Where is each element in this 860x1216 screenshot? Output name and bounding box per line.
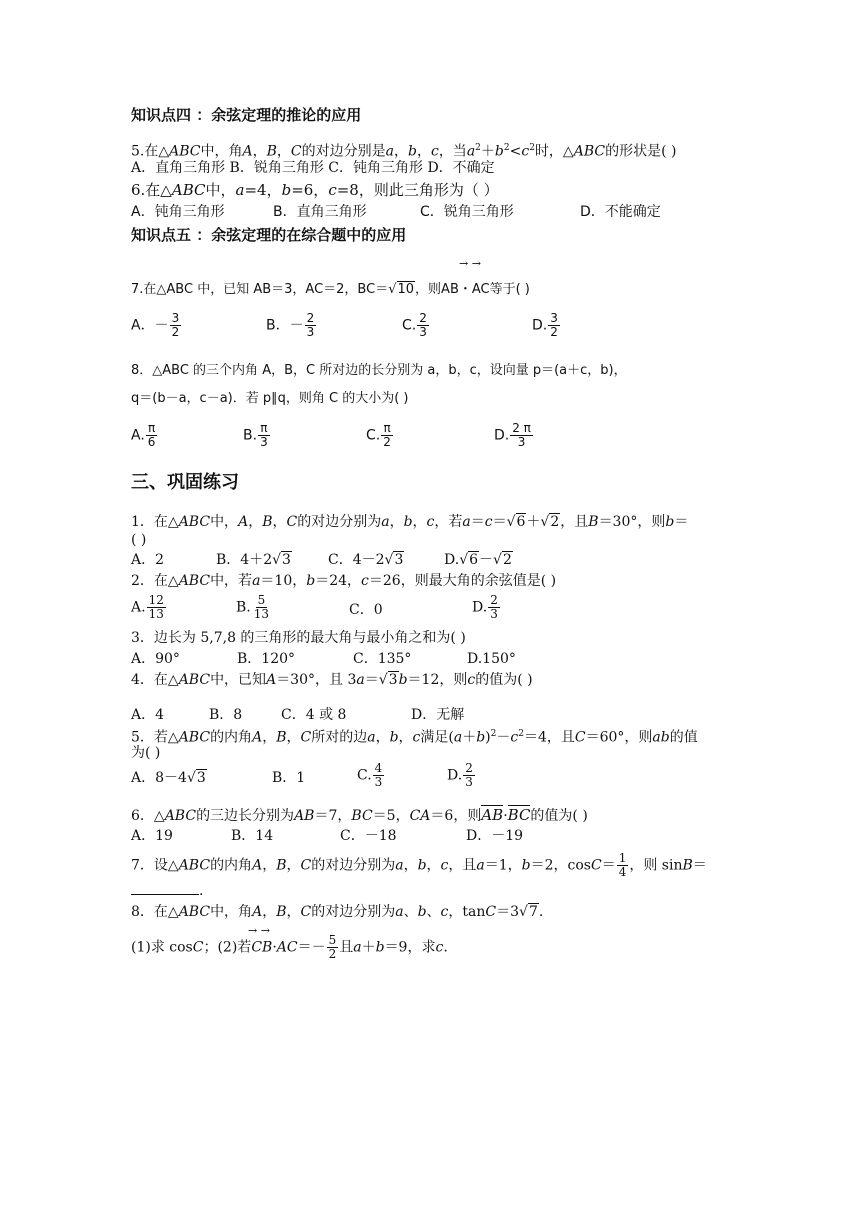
practice-2-option-a: A. $\frac{12}{13}$: [131, 593, 164, 621]
practice-1-paren: ( ): [131, 532, 147, 548]
question-6-option-b: B．直角三角形: [273, 204, 367, 220]
practice-6-option-b: B．14: [231, 828, 274, 844]
practice-6-option-d: D．－19: [466, 828, 524, 844]
practice-2-option-c: C．0: [349, 602, 383, 618]
practice-1-option-a: A．2: [131, 552, 165, 568]
vector-arrows: → →: [459, 257, 481, 270]
question-5-text: 5.在△ABC中，角A，B，C的对边分别是a，b，c，当$a^2+b^2<c^2$时，△ABC的形状是( ): [131, 143, 677, 160]
practice-2-option-b: B. $\frac{5}{13}$: [236, 593, 270, 621]
question-8-line-1: 8．△ABC 的三个内角 A，B，C 所对边的长分别为 a，b，c，设向量 p＝(a＋c，b)，: [131, 363, 627, 378]
practice-5-option-c: C. $\frac{4}{3}$: [357, 761, 383, 789]
practice-3-option-b: B．120°: [237, 651, 296, 667]
question-8-option-a: A. $\frac{\pi}{6}$: [131, 421, 156, 449]
practice-3-option-a: A．90°: [131, 651, 180, 667]
question-7-text: 7.在△ABC 中，已知 AB＝3，AC＝2，BC＝√10，则AB・AC等于( ): [131, 282, 530, 297]
practice-4-option-a: A．4: [131, 707, 165, 723]
practice-6-option-a: A．19: [131, 828, 173, 844]
section-3-heading: 三、巩固练习: [131, 472, 239, 493]
practice-7-text: 7．设△ABC的内角A，B，C的对边分别为a，b，c，且a＝1，b＝2，cosC＝ $\frac{1}{4}$ ，则 sinB＝: [131, 851, 707, 879]
practice-4-option-b: B．8: [209, 707, 243, 723]
practice-3-text: 3．边长为 5,7,8 的三角形的最大角与最小角之和为( ): [131, 630, 466, 646]
question-7-option-a: A．－ $\frac{3}{2}$: [131, 311, 180, 339]
section-5-heading: 知识点五 ：余弦定理的在综合题中的应用: [131, 226, 407, 244]
practice-4-option-c: C．4 或 8: [281, 707, 347, 723]
question-8-line-2: q＝(b－a，c－a)．若 p∥q，则角 C 的大小为( ): [131, 391, 409, 406]
practice-8-vector-arrows: → →: [248, 924, 270, 937]
practice-1-option-d: D.√6－√2: [444, 552, 512, 568]
practice-8-subquestions: (1)求 cosC；(2)若CB·AC＝－ $\frac{5}{2}$ 且a＋b＝9，求c.: [131, 933, 448, 961]
question-6-option-a: A．钝角三角形: [131, 204, 225, 220]
question-6-text: 6.在△ABC中，a=4，b=6，c=8，则此三角形为（ ）: [131, 181, 499, 199]
practice-4-option-d: D．无解: [411, 707, 465, 723]
section-4-heading: 知识点四 ：余弦定理的推论的应用: [131, 106, 362, 124]
practice-3-option-d: D.150°: [467, 651, 516, 667]
practice-5-option-a: A．8－4√3: [131, 770, 206, 786]
question-6-option-d: D．不能确定: [580, 204, 661, 220]
practice-3-option-c: C．135°: [353, 651, 412, 667]
question-8-option-d: D. $\frac{2 \pi}{3}$: [494, 421, 531, 449]
practice-6-text: 6．△ABC的三边长分别为AB＝7，BC＝5，CA＝6，则AB·BC的值为( ): [131, 806, 588, 824]
practice-5-option-d: D. $\frac{2}{3}$: [447, 761, 473, 789]
practice-5-text: 5．若△ABC的内角A，B，C所对的边a，b，c满足$(a+b)^2-c^2=4$，且C＝60°，则ab的值: [131, 729, 698, 746]
practice-8-text: 8．在△ABC中，角A，B，C的对边分别为a、b、c，tanC＝3√7.: [131, 904, 544, 920]
question-8-option-c: C. $\frac{\pi}{2}$: [366, 421, 391, 449]
practice-7-answer-blank: .: [131, 882, 203, 900]
practice-2-option-d: D. $\frac{2}{3}$: [472, 593, 498, 621]
question-7-option-d: D. $\frac{3}{2}$: [532, 311, 558, 339]
question-5-options: A．直角三角形 B．锐角三角形 C．钝角三角形 D．不确定: [131, 160, 495, 176]
question-7-option-b: B．－ $\frac{2}{3}$: [266, 311, 315, 339]
question-7-option-c: C. $\frac{2}{3}$: [402, 311, 427, 339]
practice-4-text: 4．在△ABC中，已知A＝30°，且 3a＝√3b＝12，则c的值为( ): [131, 672, 533, 688]
practice-5-option-b: B．1: [272, 770, 306, 786]
practice-6-option-c: C．－18: [340, 828, 397, 844]
practice-5-paren: 为( ): [131, 745, 161, 761]
practice-1-option-b: B．4＋2√3: [216, 552, 291, 568]
question-6-option-c: C．锐角三角形: [420, 204, 514, 220]
practice-2-text: 2．在△ABC中，若a＝10，b＝24，c＝26，则最大角的余弦值是( ): [131, 573, 557, 589]
question-8-option-b: B. $\frac{\pi}{3}$: [243, 421, 268, 449]
practice-1-text: 1．在△ABC中，A，B，C的对边分别为a，b，c，若a＝c＝√6＋√2，且B＝30°，则b＝: [131, 514, 689, 530]
practice-1-option-c: C．4－2√3: [328, 552, 404, 568]
